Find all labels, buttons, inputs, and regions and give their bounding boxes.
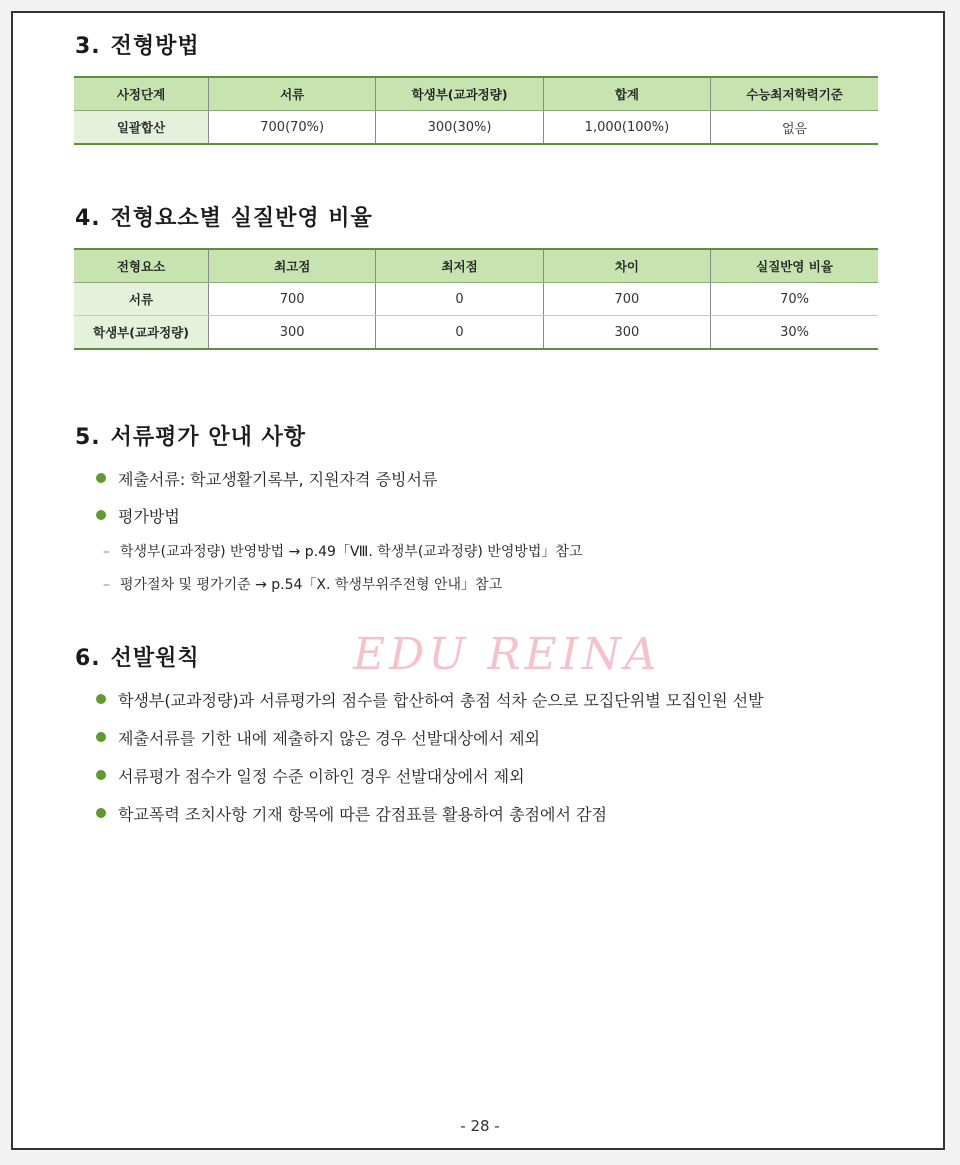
section-4-text: 전형요소별 실질반영 비율 — [110, 206, 373, 231]
table-header-row — [74, 77, 878, 111]
list-item-text: 서류평가 점수가 일정 수준 이하인 경우 선발대상에서 제외 — [118, 767, 525, 786]
table-cell: 300 — [209, 316, 376, 350]
bullet-dot-icon — [96, 808, 106, 818]
list-item — [96, 726, 540, 749]
dash-icon: – — [103, 544, 110, 560]
bullet-dot-icon — [96, 473, 106, 483]
list-item — [96, 764, 525, 787]
table-header-cell: 최저점 — [376, 249, 543, 283]
list-item-text: 학교폭력 조치사항 기재 항목에 따른 감점표를 활용하여 총점에서 감점 — [118, 805, 607, 824]
table-cell: 0 — [376, 316, 543, 350]
list-item-text: 제출서류를 기한 내에 제출하지 않은 경우 선발대상에서 제외 — [118, 729, 541, 748]
table-header-cell: 실질반영 비율 — [711, 249, 878, 283]
table-row — [74, 111, 878, 145]
section-6-title — [75, 641, 200, 672]
list-item — [96, 467, 437, 490]
section-6-number: 6. — [75, 646, 101, 671]
row-label: 일괄합산 — [74, 111, 209, 145]
list-item-text: 제출서류: 학교생활기록부, 지원자격 증빙서류 — [118, 470, 438, 489]
table-header-cell: 사정단계 — [74, 77, 209, 111]
list-item — [96, 688, 764, 711]
row-label: 서류 — [74, 283, 209, 316]
table-cell: 700(70%) — [209, 111, 376, 145]
section-5-text: 서류평가 안내 사항 — [110, 425, 307, 450]
table-row — [74, 316, 878, 350]
page-number: - 28 - — [460, 1117, 500, 1135]
list-item-text: 평가방법 — [118, 507, 180, 526]
sub-list-item-text: 평가절차 및 평가기준 → p.54「Ⅹ. 학생부위주전형 안내」참고 — [120, 577, 503, 593]
table-cell: 1,000(100%) — [543, 111, 710, 145]
document-page — [11, 11, 945, 1150]
table-header-cell: 차이 — [543, 249, 710, 283]
table-cell: 700 — [543, 283, 710, 316]
list-item-text: 학생부(교과정량)과 서류평가의 점수를 합산하여 총점 석차 순으로 모집단위별 모집인원 선발 — [118, 691, 764, 710]
table-row — [74, 283, 878, 316]
table-header-row — [74, 249, 878, 283]
bullet-dot-icon — [96, 770, 106, 780]
section-6-text: 선발원칙 — [110, 646, 200, 671]
dash-icon: – — [103, 577, 110, 593]
table-header-cell: 수능최저학력기준 — [711, 77, 878, 111]
table-cell: 70% — [711, 283, 878, 316]
bullet-dot-icon — [96, 732, 106, 742]
section-3-text: 전형방법 — [110, 34, 200, 59]
section-5-number: 5. — [75, 425, 101, 450]
row-label: 학생부(교과정량) — [74, 316, 209, 350]
selection-method-table — [74, 76, 878, 145]
table-cell: 30% — [711, 316, 878, 350]
section-4-title — [75, 201, 373, 232]
section-3-number: 3. — [75, 34, 101, 59]
sub-list-item — [103, 541, 582, 561]
sub-list-item-text: 학생부(교과정량) 반영방법 → p.49「Ⅷ. 학생부(교과정량) 반영방법」참고 — [120, 544, 583, 560]
table-cell: 0 — [376, 283, 543, 316]
list-item — [96, 802, 607, 825]
table-header-cell: 서류 — [209, 77, 376, 111]
section-3-title — [75, 29, 200, 60]
bullet-dot-icon — [96, 694, 106, 704]
bullet-dot-icon — [96, 510, 106, 520]
table-cell: 300 — [543, 316, 710, 350]
table-cell: 300(30%) — [376, 111, 543, 145]
table-cell: 없음 — [711, 111, 878, 145]
element-ratio-table — [74, 248, 878, 350]
list-item — [96, 504, 180, 527]
section-5-title — [75, 420, 306, 451]
table-header-cell: 전형요소 — [74, 249, 209, 283]
section-4-number: 4. — [75, 206, 101, 231]
watermark: EDU REINA — [353, 629, 661, 680]
table-header-cell: 합계 — [543, 77, 710, 111]
table-cell: 700 — [209, 283, 376, 316]
sub-list-item — [103, 574, 502, 594]
table-header-cell: 학생부(교과정량) — [376, 77, 543, 111]
table-header-cell: 최고점 — [209, 249, 376, 283]
